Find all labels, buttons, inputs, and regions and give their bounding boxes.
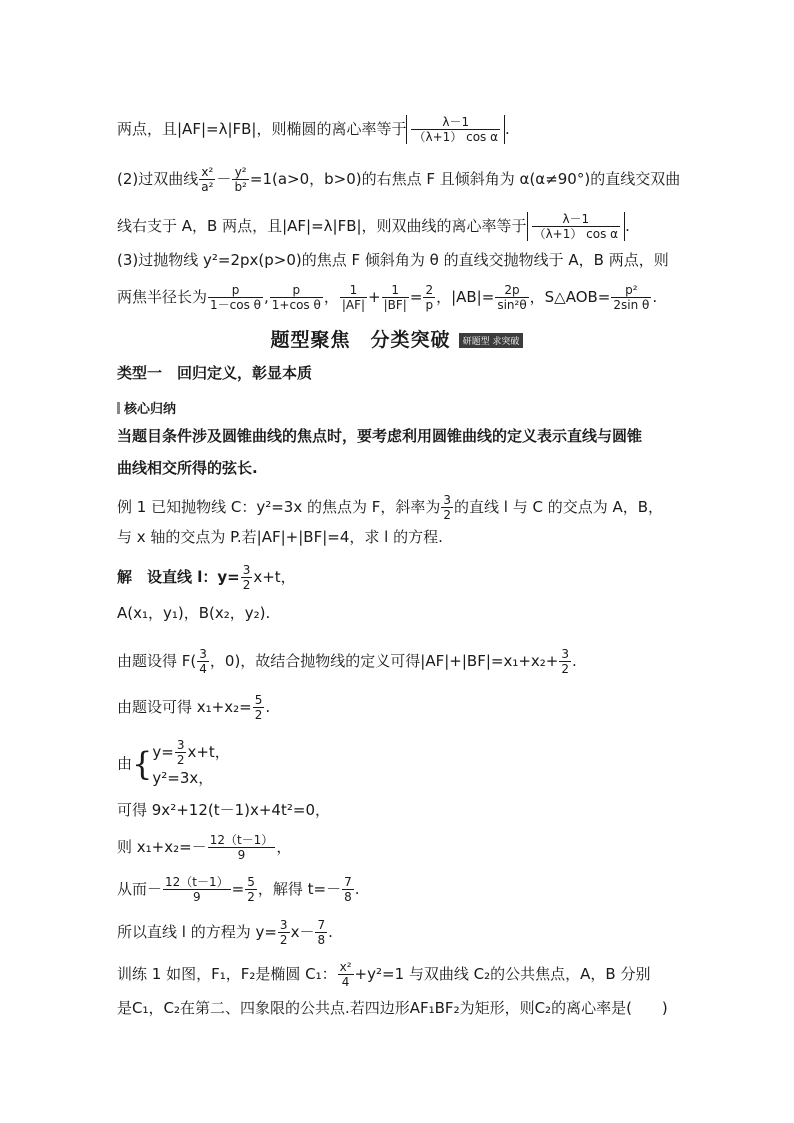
- fraction: $\frac{5}{2}$: [254, 693, 263, 722]
- equals-sign: =: [231, 880, 245, 898]
- text: 两焦半径长为: [117, 288, 208, 306]
- system-row-2: y²=3x，: [152, 769, 214, 787]
- fraction: $\frac{p}{\text{1+cos θ}}$: [271, 283, 321, 312]
- text: (2)过双曲线: [117, 170, 199, 188]
- section-title: [0, 325, 794, 352]
- text: 例 1 已知抛物线 C：y²=3x 的焦点为 F，斜率为: [117, 498, 441, 516]
- example-line-2: 与 x 轴的交点为 P.若|AF|+|BF|=4，求 l 的方程.: [117, 528, 443, 546]
- fraction: $\frac{3}{4}$: [199, 647, 207, 676]
- fraction: $\frac{7}{8}$: [344, 875, 352, 904]
- solution-line-8: [117, 875, 682, 904]
- core-summary-label: 核心归纳: [124, 402, 177, 417]
- core-summary-heading: [117, 398, 176, 417]
- text: 两点，且|AF|=λ|FB|，则椭圆的离心率等于: [117, 120, 407, 138]
- training-line-1: [117, 960, 682, 989]
- minus-sign: －: [216, 170, 232, 188]
- solution-line-4: [117, 693, 682, 722]
- hyperbola-condition-line: [117, 165, 682, 194]
- text: ，: [276, 838, 292, 856]
- text: =1(a>0，b>0)的右焦点 F 且倾斜角为 α(α≠90°)的直线交双曲: [249, 170, 681, 188]
- fraction: $\frac{3}{2}$: [242, 563, 251, 592]
- text: 线右支于 A，B 两点，且|AF|=λ|FB|，则双曲线的离心率等于: [117, 217, 527, 235]
- fraction: $\frac{p}{\text{1－cos θ}}$: [210, 283, 261, 312]
- text: 从而－: [117, 880, 163, 898]
- text: 解 设直线 l：y=: [117, 568, 240, 586]
- core-summary-line-2: 曲线相交所得的弦长.: [117, 459, 258, 477]
- fraction-x2-a2: $\frac{\text{x²}}{\text{a²}}$: [201, 165, 214, 194]
- solution-line-7: [117, 833, 682, 862]
- fraction: $\frac{12(t-1)}{9}$: [209, 833, 274, 862]
- conclusion-ellipse-line: 两点，且|AF|=λ|FB|，则椭圆的离心率等于 $\frac{\lambda-1}{\text{（λ+1） cos α}}$ .: [117, 115, 510, 144]
- text: 训练 1 如图，F₁，F₂是椭圆 C₁：: [117, 965, 337, 983]
- fraction: $\frac{2}{p}$: [425, 283, 434, 312]
- fraction: $\frac{3}{2}$: [443, 493, 452, 522]
- text: +y²=1 与双曲线 C₂的公共焦点，A，B 分别: [354, 965, 651, 983]
- text: 由: [117, 754, 133, 773]
- solution-line-1: [117, 563, 682, 592]
- solution-line-9: [117, 918, 682, 947]
- text: 则 x₁+x₂=－: [117, 838, 207, 856]
- fraction: $\frac{12(t-1)}{9}$: [165, 875, 229, 904]
- type-heading: 类型一 回归定义，彰显本质: [117, 364, 313, 382]
- left-brace: {: [132, 744, 153, 783]
- text: 由题设可得 x₁+x₂=: [117, 698, 252, 716]
- fraction: $\frac{\text{p²}}{\text{2sin θ}}$: [613, 283, 650, 312]
- section-title-text: 题型聚焦 分类突破: [270, 329, 451, 351]
- eccentricity-expression: [406, 115, 505, 144]
- solution-line-6: 可得 9x²+12(t－1)x+4t²=0，: [117, 801, 330, 819]
- fraction: $\frac{\lambda-1}{\text{（λ+1） cos α}}$: [413, 115, 499, 144]
- text: ，0)，故结合抛物线的定义可得|AF|+|BF|=x₁+x₂+: [209, 652, 559, 670]
- solution-line-3: 由题设得 F( $\frac{3}{4}$ ，0)，故结合抛物线的定义可得|AF|+|BF|=x₁+x₂+ $\frac{3}{2}$ .: [117, 647, 577, 676]
- eccentricity-expression: [527, 212, 626, 241]
- text: ，S△AOB=: [529, 288, 611, 306]
- text: x－: [290, 923, 315, 941]
- period: .: [328, 923, 333, 941]
- fraction: $\frac{5}{2}$: [247, 875, 255, 904]
- hyperbola-conclusion-line: 线右支于 A，B 两点，且|AF|=λ|FB|，则双曲线的离心率等于 $\frac{\lambda-1}{\text{（λ+1） cos α}}$ .: [117, 212, 630, 241]
- heading-bar-icon: [117, 402, 120, 414]
- equals-sign: =: [409, 288, 423, 306]
- solution-line-5-system: [117, 738, 682, 788]
- fraction: $\frac{3}{2}$: [561, 647, 570, 676]
- text: ，|AB|=: [436, 288, 495, 306]
- text: x+t，: [253, 568, 296, 586]
- fraction-y2-b2: $\frac{\text{y²}}{\text{b²}}$: [234, 165, 247, 194]
- fraction: $\frac{\lambda-1}{\text{（λ+1） cos α}}$: [533, 212, 619, 241]
- fraction: $\frac{3}{2}$: [279, 918, 288, 947]
- parabola-condition-line: [117, 250, 682, 270]
- training-line-2: 是C₁，C₂在第二、四象限的公共点.若四边形AF₁BF₂为矩形，则C₂的离心率是( ): [117, 999, 668, 1017]
- text: 由题设得 F: [117, 652, 191, 670]
- fraction: $\frac{1}{|AF|}$: [341, 283, 366, 312]
- fraction: $\frac{1}{|BF|}$: [383, 283, 407, 312]
- equation-system: [152, 738, 229, 789]
- text: 所以直线 l 的方程为 y=: [117, 923, 277, 941]
- section-tag-badge: 研题型 求突破: [459, 333, 524, 348]
- example-line-1: [117, 493, 682, 522]
- period: .: [572, 652, 577, 670]
- period: .: [354, 880, 360, 898]
- fraction: $\frac{7}{8}$: [317, 918, 326, 947]
- fraction: $\frac{2p}{\text{sin²θ}}$: [497, 283, 527, 312]
- fraction: $\frac{\text{x²}}{4}$: [339, 960, 352, 989]
- text: 的直线 l 与 C 的交点为 A，B，: [454, 498, 664, 516]
- period: .: [265, 698, 271, 716]
- core-summary-line-1: 当题目条件涉及圆锥曲线的焦点时，要考虑利用圆锥曲线的定义表示直线与圆锥: [117, 427, 643, 445]
- plus-sign: +: [368, 288, 381, 306]
- fraction: $\frac{3}{2}$: [176, 738, 185, 767]
- text: (3)过抛物线 y²=2px(p>0)的焦点 F 倾斜角为 θ 的直线交抛物线于 A，B 两点，则: [117, 251, 669, 269]
- text: ，解得 t=－: [257, 880, 342, 898]
- solution-line-2: A(x₁，y₁)，B(x₂，y₂).: [117, 604, 271, 622]
- parabola-formulas-line: 两焦半径长为 $\frac{p}{\text{1－cos θ}}$ , $\frac{p}{\text{1+cos θ}}$ ， $\frac{1}{|AF|}$ + $\frac{1}{|BF|}$ = $\frac{2}{p}$ ，|AB|= $\frac{2p}{\text{sin²θ}}$ ，S△AOB= $\frac{\text{p²}}{\text{2sin θ}}$ .: [117, 283, 658, 312]
- system-row-1: y= $\frac{3}{2}$ x+t，: [152, 738, 230, 767]
